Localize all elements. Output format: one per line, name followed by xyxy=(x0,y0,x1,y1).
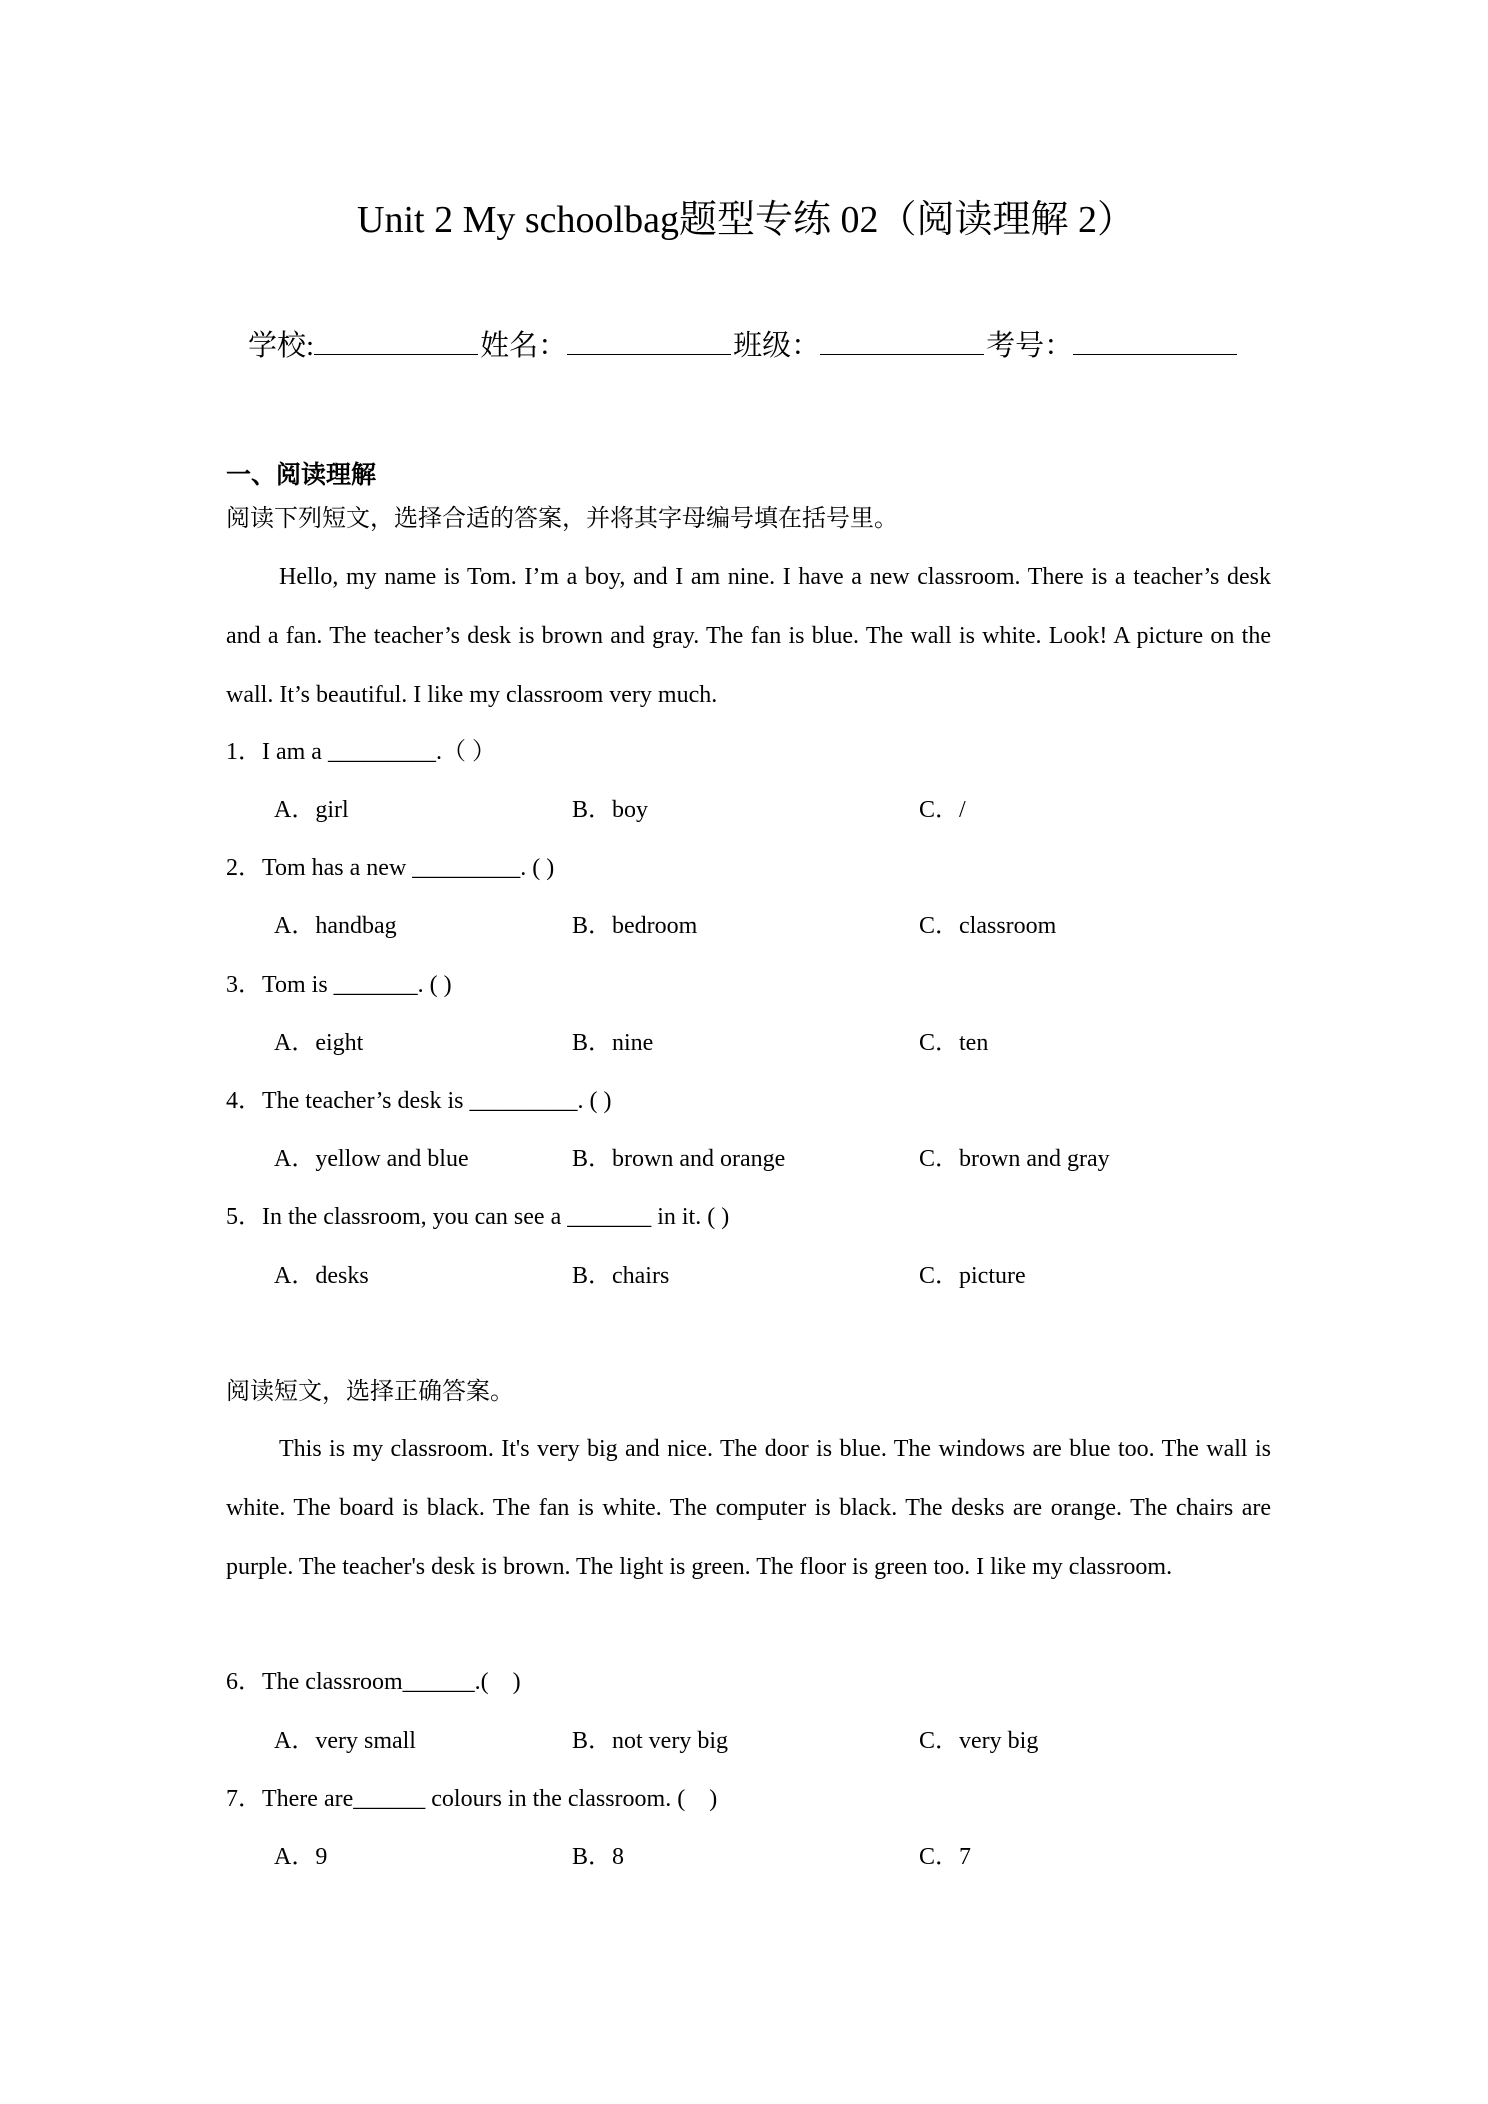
option-a[interactable]: A．9 xyxy=(274,1844,328,1870)
option-c[interactable]: C．classroom xyxy=(919,913,1057,939)
option-b[interactable]: B．bedroom xyxy=(572,913,698,939)
option-c[interactable]: C．ten xyxy=(919,1030,989,1056)
option-c[interactable]: C．brown and gray xyxy=(919,1146,1110,1172)
class-label: 班级： xyxy=(733,330,821,362)
question-7-options xyxy=(274,1837,1274,1877)
name-blank[interactable] xyxy=(567,324,731,355)
name-label: 姓名： xyxy=(480,330,568,362)
passage2-instruction: 阅读短文，选择正确答案。 xyxy=(226,1379,514,1405)
option-c[interactable]: C．very big xyxy=(919,1728,1039,1754)
option-a[interactable]: A．handbag xyxy=(274,913,397,939)
question-6-options xyxy=(274,1721,1274,1761)
question-5: 5．In the classroom, you can see a _______ in it. ( ) xyxy=(226,1204,730,1230)
option-a[interactable]: A．yellow and blue xyxy=(274,1146,469,1172)
question-1: 1．I am a _________.（ ） xyxy=(226,739,496,765)
question-1-options xyxy=(274,790,1274,830)
document-title: Unit 2 My schoolbag题型专练 02（阅读理解 2） xyxy=(357,199,1135,241)
school-blank[interactable] xyxy=(314,324,478,355)
school-label: 学校: xyxy=(248,330,315,362)
passage2-text: This is my classroom. It's very big and nice. The door is blue. The windows are blue too. The wall is white. The board is black. The fan is white. The computer is black. The desks are orange. The chairs are purple. The teacher's desk is brown. The light is green. The floor is green too. I like my classroom. xyxy=(226,1436,1271,1580)
option-a[interactable]: A．desks xyxy=(274,1263,369,1289)
student-info-line xyxy=(248,322,1239,370)
option-c[interactable]: C．7 xyxy=(919,1844,972,1870)
question-2: 2．Tom has a new _________. ( ) xyxy=(226,855,555,881)
class-blank[interactable] xyxy=(820,324,984,355)
question-4: 4．The teacher’s desk is _________. ( ) xyxy=(226,1088,612,1114)
section-heading: 一、阅读理解 xyxy=(226,460,377,489)
option-b[interactable]: B．brown and orange xyxy=(572,1146,786,1172)
number-blank[interactable] xyxy=(1073,324,1237,355)
passage1-instruction: 阅读下列短文，选择合适的答案，并将其字母编号填在括号里。 xyxy=(226,506,898,532)
question-6: 6．The classroom______.( ) xyxy=(226,1669,521,1695)
question-3: 3．Tom is _______. ( ) xyxy=(226,972,452,998)
option-b[interactable]: B．8 xyxy=(572,1844,625,1870)
option-c[interactable]: C．picture xyxy=(919,1263,1026,1289)
option-a[interactable]: A．very small xyxy=(274,1728,416,1754)
option-b[interactable]: B．boy xyxy=(572,797,649,823)
option-a[interactable]: A．girl xyxy=(274,797,349,823)
question-7: 7．There are______ colours in the classroom. ( ) xyxy=(226,1786,718,1812)
question-5-options xyxy=(274,1256,1274,1296)
question-2-options xyxy=(274,906,1274,946)
option-b[interactable]: B．not very big xyxy=(572,1728,728,1754)
option-a[interactable]: A．eight xyxy=(274,1030,364,1056)
option-c[interactable]: C．/ xyxy=(919,797,966,823)
question-4-options xyxy=(274,1139,1274,1179)
option-b[interactable]: B．nine xyxy=(572,1030,654,1056)
passage1-text: Hello, my name is Tom. I’m a boy, and I am nine. I have a new classroom. There is a teacher’s desk and a fan. The teacher’s desk is brown and gray. The fan is blue. The wall is white. Look! A picture on the wall. It’s beautiful. I like my classroom very much. xyxy=(226,564,1271,708)
option-b[interactable]: B．chairs xyxy=(572,1263,670,1289)
question-3-options xyxy=(274,1023,1274,1063)
number-label: 考号： xyxy=(986,330,1074,362)
